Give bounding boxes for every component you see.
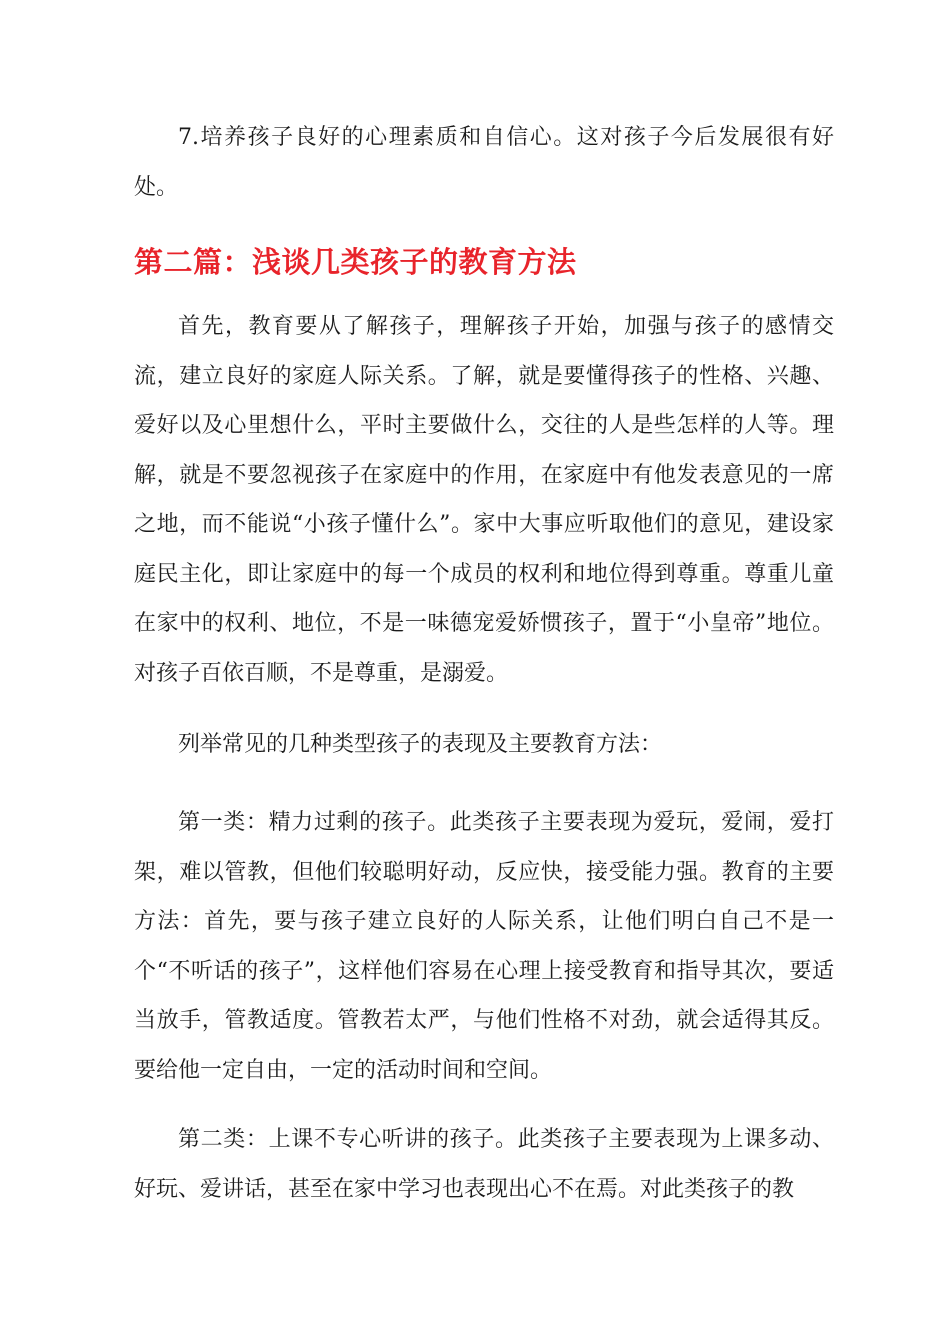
body-paragraph-type-1: 第一类：精力过剩的孩子。此类孩子主要表现为爱玩，爱闹，爱打架，难以管教，但他们较聪明好动，反应快，接受能力强。教育的主要方法：首先，要与孩子建立良好的人际关系，让他们明白自己不是一个“不听话的孩子”，这样他们容易在心理上接受教育和指导其次，要适当放手，管教适度。管教若太严，与他们性格不对劲，就会适得其反。要给他一定自由，一定的活动时间和空间。 — [134, 810, 834, 1083]
body-paragraph-type-2: 第二类：上课不专心听讲的孩子。此类孩子主要表现为上课多动、好玩、爱讲话，甚至在家中学习也表现出心不在焉。对此类孩子的教 — [134, 1127, 834, 1202]
body-paragraph-understanding: 首先，教育要从了解孩子，理解孩子开始，加强与孩子的感情交流，建立良好的家庭人际关系。了解，就是要懂得孩子的性格、兴趣、爱好以及心里想什么，平时主要做什么，交往的人是些怎样的人等。理解，就是不要忽视孩子在家庭中的作用，在家庭中有他发表意见的一席之地，而不能说“小孩子懂什么”。家中大事应听取他们的意见，建设家庭民主化，即让家庭中的每一个成员的权利和地位得到尊重。尊重儿童在家中的权利、地位，不是一味德宠爱娇惯孩子，置于“小皇帝”地位。对孩子百依百顺，不是尊重，是溺爱。 — [134, 314, 834, 686]
body-paragraph-list-intro: 列举常见的几种类型孩子的表现及主要教育方法： — [178, 732, 663, 757]
section-heading: 第二篇：浅谈几类孩子的教育方法 — [134, 245, 577, 279]
body-paragraph-point-7: 7.培养孩子良好的心理素质和自信心。这对孩子今后发展很有好处。 — [134, 125, 834, 200]
